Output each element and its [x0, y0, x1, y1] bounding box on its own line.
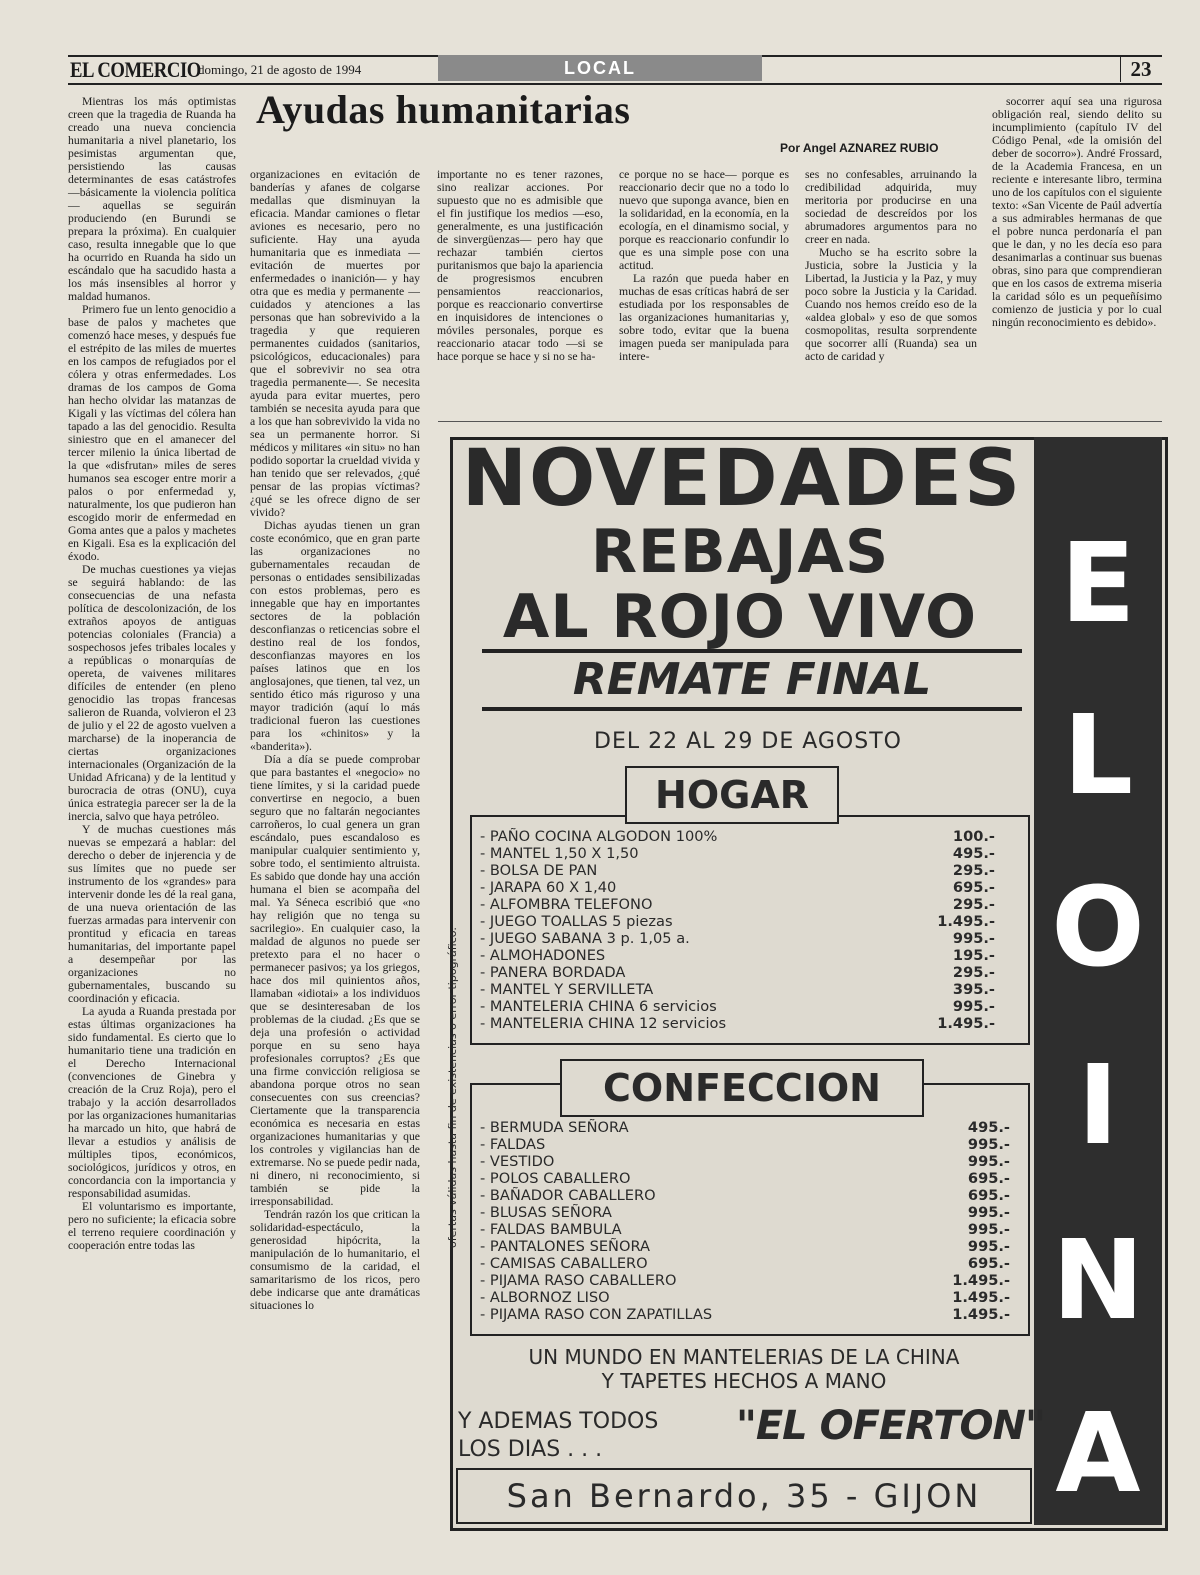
page-number: 23: [1120, 56, 1161, 82]
price-item: [480, 896, 995, 913]
paragraph: importante no es tener razones, sino realizar acciones. Por supuesto que no es admisible que el fin justifique los medios —eso, generalmente, es una justificación de sinvergüenzas— pero hay que rechazar también ciertos puritanismos que bajo la apariencia de progresismos encubren pensamientos reaccionarios, porque es reaccionario convertirse en inquisidores de intenciones o móviles personales, porque es reaccionario atacar todo —si se hace porque se hace y si no se ha-: [437, 168, 603, 363]
newspaper-brand: EL COMERCIO: [70, 57, 201, 82]
item-name: - PAÑO COCINA ALGODON 100%: [480, 828, 718, 845]
article-column-1: [68, 95, 236, 1252]
price-item: [480, 1272, 1010, 1289]
price-item: [480, 981, 995, 998]
ad-headline: NOVEDADES: [461, 434, 1023, 524]
article-byline: Por Angel AZNAREZ RUBIO: [780, 141, 939, 155]
price-item: [480, 1255, 1010, 1272]
item-price: 100.-: [952, 828, 995, 845]
paragraph: ses no confesables, arruinando la credibilidad adquirida, muy meritoria por producirse en una sociedad de descreídos por los abrumadores argumentos para no creer en nada.: [805, 168, 977, 246]
price-item: [480, 828, 995, 845]
paragraph: El voluntarismo es importante, pero no suficiente; la eficacia sobre el terreno requiere coordinación y cooperación entre todas las: [68, 1200, 236, 1252]
ad-ademas-line-2: LOS DIAS . . .: [458, 1437, 603, 1462]
store-letter-e: E: [1060, 519, 1136, 647]
item-name: - MANTEL Y SERVILLETA: [480, 981, 654, 998]
item-price: 395.-: [952, 981, 995, 998]
ad-oferton: "EL OFERTON": [736, 1403, 1045, 1449]
price-item: [480, 1119, 1010, 1136]
item-name: - JUEGO SABANA 3 p. 1,05 a.: [480, 930, 690, 947]
confeccion-heading: CONFECCION: [560, 1059, 924, 1117]
item-name: - JARAPA 60 X 1,40: [480, 879, 617, 896]
price-item: [480, 930, 995, 947]
item-price: 995.-: [967, 1136, 1010, 1153]
article-column-5: [805, 168, 977, 363]
paragraph: Y de muchas cuestiones más nuevas se empezará a hablar: del derecho o deber de injerencia y de sus límites que no puede ser instrumento de los «grandes» para intervenir donde les dé la real gana, de una nueva orientación de las fuerzas armadas para intervenir con prontitud y eficacia en tareas humanitarias, del importante papel a desempeñar por las organizaciones no gubernamentales, buscando su coordinación y eficacia.: [68, 823, 236, 1005]
item-price: 295.-: [952, 862, 995, 879]
store-letter-o: O: [1051, 863, 1145, 991]
paragraph: organizaciones en evitación de banderías y afanes de colgarse medallas que disminuyan la eficacia. Mandar camiones o fletar aviones es necesario, pero no suficiente. Hay una ayuda humanitaria que es inmediata —evitación de muertes por enfermedades o inanición— y hay otra que es media y permanente —cuidados y atenciones a las personas que han sobrevivido a la tragedia y que requieren permanentes cuidados (sanitarios, psicológicos, educacionales) para que el sobrevivir no sea otra tragedia permanente—. Se necesita ayuda para evitar muertes, pero también se necesita ayuda para que a los que han sobrevivido la vida no sea un permanente horror. Si médicos y militares «in situ» no han podido soportar la crueldad vivida y han tenido que ser relevados, ¿qué pensar de las propias víctimas? ¿qué se les ofrece digno de ser vivido?: [250, 168, 420, 519]
item-price: 195.-: [952, 947, 995, 964]
section-label: LOCAL: [438, 55, 762, 81]
paragraph: De muchas cuestiones ya viejas se seguirá hablando: de las consecuencias de una nefasta política de descolonización, de los extraños apoyos de antiguas potencias coloniales (Francia) a sospechosos jefes tribales locales y a repúblicas o monarquías de opereta, de vaivenes militares difíciles de entender (en pleno genocidio las tropas francesas salieron de Ruanda, volvieron el 23 de julio y el 22 de agosto vuelven a marcharse) de la inoperancia de ciertas organizaciones internacionales (Organización de la Unidad Africana) y de la lentitud y burocracia de otras (ONU), cuya única estrategia parecer ser la de la inercia, salvo que haya petróleo.: [68, 563, 236, 823]
item-price: 1.495.-: [952, 1306, 1010, 1323]
item-name: - BERMUDA SEÑORA: [480, 1119, 629, 1136]
paragraph: Mientras los más optimistas creen que la tragedia de Ruanda ha creado una nueva conciencia humanitaria a nivel planetario, los pesimistas argumentan que, persistiendo las causas determinantes de esas catástrofes —básicamente la violencia política— aquellas se seguirán produciendo (en Burundi se prepara la próxima). En cualquier caso, resulta innegable que lo que ha ocurrido en Ruanda ha sido un escándalo que ha sacudido hasta a los más insensibles al horror y maldad humanos.: [68, 95, 236, 303]
price-item: [480, 998, 995, 1015]
ad-rebajas: REBAJAS: [590, 517, 890, 587]
paragraph: Dichas ayudas tienen un gran coste económico, que en gran parte las organizaciones no gubernamentales recaudan de personas o entidades sensibilizadas con estos problemas, pero es innegable que hay en importantes sectores de la población desconfianzas o reticencias sobre el destino real de los fondos, desconfianzas mayores en los países latinos que en los anglosajones, que tienen, tal vez, un sentido ético más riguroso y una mayor tradición (aquí lo más tradicional fueron las cuestiones para los «chinitos» y la «banderita»).: [250, 519, 420, 753]
price-item: [480, 1015, 995, 1032]
price-item: [480, 1221, 1010, 1238]
item-name: - BLUSAS SEÑORA: [480, 1204, 612, 1221]
price-item: [480, 1153, 1010, 1170]
item-name: - FALDAS: [480, 1136, 546, 1153]
paragraph: socorrer aquí sea una rigurosa obligación real, siendo delito su incumplimiento (capítulo IV del Código Penal, «de la omisión del deber de socorro»). André Frossard, de la Academia Francesa, en un reciente e interesante libro, termina uno de los capítulos con el siguiente texto: «San Vicente de Paúl advertía a sus admirables hermanas de que el pobre nunca perdonaría el pan que le dan, y no les decía eso para desanimarlas a continuar sus buenas obras, sino para que comprendieran que en los casos de extrema miseria la caridad sólo es un pequeñísimo comienzo de justicia y por lo cual ningún reconocimiento es debido».: [992, 95, 1162, 329]
store-letter-l: L: [1062, 691, 1134, 819]
item-price: 995.-: [967, 1221, 1010, 1238]
store-letter-i: I: [1077, 1041, 1119, 1169]
item-price: 495.-: [967, 1119, 1010, 1136]
price-item: [480, 1187, 1010, 1204]
item-name: - PANERA BORDADA: [480, 964, 626, 981]
item-name: - CAMISAS CABALLERO: [480, 1255, 648, 1272]
item-price: 1.495.-: [937, 913, 995, 930]
item-name: - VESTIDO: [480, 1153, 555, 1170]
item-price: 695.-: [967, 1255, 1010, 1272]
ad-mundo-line-1: UN MUNDO EN MANTELERIAS DE LA CHINA: [528, 1345, 960, 1369]
store-letter-a: A: [1055, 1389, 1141, 1517]
item-name: - ALBORNOZ LISO: [480, 1289, 610, 1306]
item-name: - JUEGO TOALLAS 5 piezas: [480, 913, 673, 930]
item-price: 995.-: [967, 1153, 1010, 1170]
paragraph: ce porque no se hace— porque es reaccionario decir que no a todo lo nuevo que suponga avance, bien en la solidaridad, en la economía, en la ecología, en el dinamismo social, y porque es reaccionario confundir lo que es una simple pose con una actitud.: [619, 168, 789, 272]
item-name: - ALFOMBRA TELEFONO: [480, 896, 653, 913]
price-item: [480, 1238, 1010, 1255]
item-name: - PIJAMA RASO CON ZAPATILLAS: [480, 1306, 713, 1323]
item-price: 1.495.-: [952, 1289, 1010, 1306]
item-price: 1.495.-: [937, 1015, 995, 1032]
item-name: - MANTELERIA CHINA 12 servicios: [480, 1015, 727, 1032]
ad-address: San Bernardo, 35 - GIJON: [456, 1468, 1032, 1524]
article-column-3: [437, 168, 603, 363]
item-name: - PIJAMA RASO CABALLERO: [480, 1272, 677, 1289]
paragraph: Tendrán razón los que critican la solidaridad-espectáculo, la generosidad hipócrita, la manipulación de lo humanitario, el consumismo de la caridad, el samaritarismo de los ricos, pero debe indicarse que ante dramáticas situaciones lo: [250, 1208, 420, 1312]
paragraph: La ayuda a Ruanda prestada por estas últimas organizaciones ha sido fundamental. Es cierto que lo humanitario tiene una tradición en el Derecho Internacional (convenciones de Ginebra y creación de la Cruz Roja), pero el trabajo y la acción desarrollados por las organizaciones humanitarias ha marcado un hito, que habrá de llevar a estudios y análisis de múltiples tipos, económicos, sociológicos, jurídicos y otros, en concordancia con la importancia y responsabilidad asumidas.: [68, 1005, 236, 1200]
price-item: [480, 879, 995, 896]
ad-ademas-line-1: Y ADEMAS TODOS: [458, 1409, 659, 1434]
ad-mundo-text: [456, 1345, 1032, 1393]
item-name: - POLOS CABALLERO: [480, 1170, 631, 1187]
item-name: - BAÑADOR CABALLERO: [480, 1187, 656, 1204]
price-item: [480, 862, 995, 879]
issue-date: domingo, 21 de agosto de 1994: [198, 62, 362, 77]
ad-ademas-text: [458, 1408, 658, 1464]
item-price: 295.-: [952, 964, 995, 981]
section-divider: [438, 421, 1162, 422]
hogar-heading: HOGAR: [625, 766, 839, 824]
price-item: [480, 964, 995, 981]
item-price: 695.-: [952, 879, 995, 896]
article-column-6: [992, 95, 1162, 329]
item-name: - FALDAS BAMBULA: [480, 1221, 622, 1238]
item-name: - MANTEL 1,50 X 1,50: [480, 845, 639, 862]
paragraph: Primero fue un lento genocidio a base de palos y machetes que comenzó hace meses, y después fue el estrépito de las miles de muertes en los campos de refugiados por el cólera y otras enfermedades. Los dramas de los campos de Goma han hecho olvidar las matanzas de Kigali y las víctimas del cólera han tapado a las del genocidio. Resulta siniestro que en el amanecer del tercer milenio la única libertad de la que «disfrutan» miles de seres humanos sea escoger entre morir a palos o por enfermedad y, naturalmente, los que pudieron han escogido morir de enfermedad en Goma antes que a palos y machetes en Kigali. Esa es la explicación del éxodo.: [68, 303, 236, 563]
item-price: 995.-: [967, 1204, 1010, 1221]
ad-rojo-vivo: AL ROJO VIVO: [502, 582, 978, 652]
article-column-2: [250, 168, 420, 1312]
price-item: [480, 913, 995, 930]
item-name: - MANTELERIA CHINA 6 servicios: [480, 998, 717, 1015]
item-price: 1.495.-: [952, 1272, 1010, 1289]
item-price: 695.-: [967, 1170, 1010, 1187]
item-price: 995.-: [967, 1238, 1010, 1255]
item-name: - ALMOHADONES: [480, 947, 606, 964]
article-column-4: [619, 168, 789, 363]
validity-note: ofertas válidas hasta fin de existencias o error tipográfico.: [446, 927, 459, 1248]
price-item: [480, 1306, 1010, 1323]
ad-remate-final: REMATE FINAL: [482, 649, 1022, 711]
price-item: [480, 1136, 1010, 1153]
paragraph: Mucho se ha escrito sobre la Justicia, sobre la Justicia y la Libertad, la Justicia y la Paz, y muy poco sobre la Justicia y la Caridad. Cuando nos hemos creído eso de la «aldea global» y eso de que somos cosmopolitas, resulta sorprendente que socorrer allí (Ruanda) sea un acto de caridad y: [805, 246, 977, 363]
price-item: [480, 845, 995, 862]
ad-dates: DEL 22 AL 29 DE AGOSTO: [594, 729, 902, 754]
item-price: 995.-: [952, 998, 995, 1015]
paragraph: Día a día se puede comprobar que para bastantes el «negocio» no tiene límites, y si la caridad puede convertirse en negocio, a buen seguro que no faltarán negociantes carroñeros, lo cual genera un gran escándalo, pues escandaloso es manipular cualquier sentimiento y, sobre todo, el sentimiento altruista. Es sabido que donde hay una acción humana el bien se acompaña del mal. Ya Séneca escribió que «no hay religión que no tenga su sacrilegio». En cualquier caso, la maldad de algunos no puede ser pretexto para el no hacer o permanecer pasivos; ya los griegos, hace dos mil quinientos años, llamaban «idiotai» a los individuos que se desinteresaban de los problemas de la ciudad. ¿Es que se deja una profesión o actividad porque en su seno haya profesionales corruptos? ¿Es que una firme convicción religiosa se abandona porque otros no sean consecuentes con sus creencias? Ciertamente que la transparencia económica es necesaria en estas organizaciones humanitarias y que los controles y vigilancias han de extremarse. No se puede pedir nada, ni dinero, ni reconocimiento, si también se pide la irresponsabilidad.: [250, 753, 420, 1208]
article-title: Ayudas humanitarias: [256, 87, 631, 132]
price-item: [480, 1204, 1010, 1221]
item-price: 695.-: [967, 1187, 1010, 1204]
price-item: [480, 1170, 1010, 1187]
store-letter-n: N: [1051, 1216, 1145, 1344]
item-price: 995.-: [952, 930, 995, 947]
price-item: [480, 947, 995, 964]
paragraph: La razón que pueda haber en muchas de esas críticas habrá de ser estudiada por los responsables de las organizaciones humanitarias y, sobre todo, evitar que la buena imagen pueda ser manipulada para intere-: [619, 272, 789, 363]
item-price: 295.-: [952, 896, 995, 913]
item-price: 495.-: [952, 845, 995, 862]
price-item: [480, 1289, 1010, 1306]
item-name: - BOLSA DE PAN: [480, 862, 598, 879]
confeccion-list: [480, 1119, 1010, 1323]
item-name: - PANTALONES SEÑORA: [480, 1238, 650, 1255]
hogar-list: [480, 828, 995, 1032]
ad-mundo-line-2: Y TAPETES HECHOS A MANO: [601, 1369, 887, 1393]
